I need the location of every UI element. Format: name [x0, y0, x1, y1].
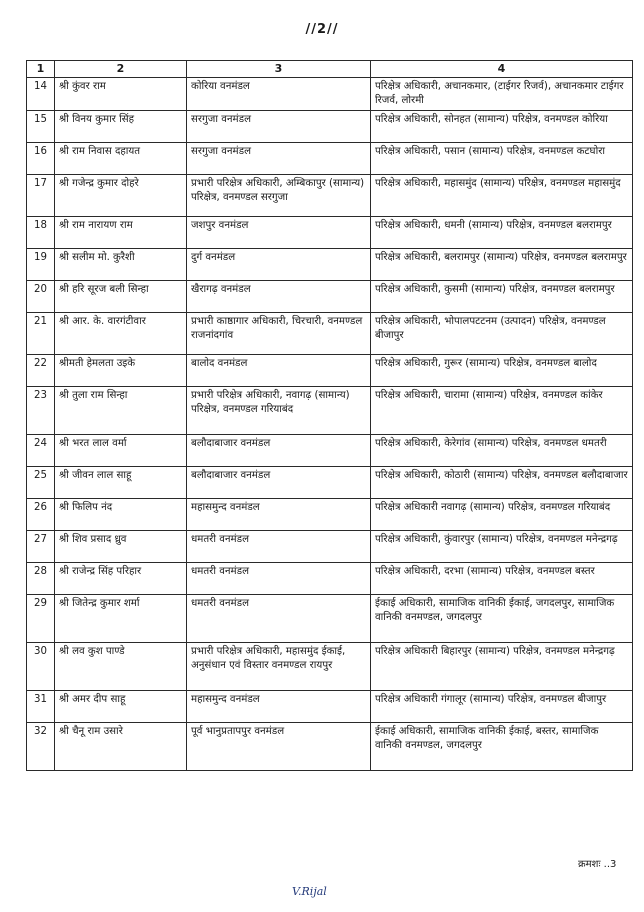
serial-number-cell: 20 — [27, 281, 55, 313]
serial-number-cell: 25 — [27, 467, 55, 499]
current-posting-cell: प्रभारी परिक्षेत्र अधिकारी, महासमुंद ईकाई, अनुसंधान एवं विस्तार वनमण्डल रायपुर — [187, 643, 371, 691]
new-posting-cell: परिक्षेत्र अधिकारी गंगालूर (सामान्य) परिक्षेत्र, वनमण्डल बीजापुर — [371, 691, 633, 723]
current-posting-cell: बलौदाबाजार वनमंडल — [187, 467, 371, 499]
table-row — [27, 175, 633, 217]
current-posting-cell: धमतरी वनमंडल — [187, 595, 371, 643]
new-posting-cell: परिक्षेत्र अधिकारी, महासमुंद (सामान्य) परिक्षेत्र, वनमण्डल महासमुंद — [371, 175, 633, 217]
officer-name-cell: श्री गजेन्द्र कुमार दोहरे — [55, 175, 187, 217]
current-posting-cell: धमतरी वनमंडल — [187, 531, 371, 563]
table-row — [27, 217, 633, 249]
current-posting-cell: कोरिया वनमंडल — [187, 78, 371, 111]
current-posting-cell: दुर्ग वनमंडल — [187, 249, 371, 281]
officer-name-cell: श्री तुला राम सिन्हा — [55, 387, 187, 435]
officer-name-cell: श्रीमती हेमलता उइके — [55, 355, 187, 387]
new-posting-cell: परिक्षेत्र अधिकारी बिहारपुर (सामान्य) परिक्षेत्र, वनमण्डल मनेन्द्रगढ़ — [371, 643, 633, 691]
officer-name-cell: श्री जितेन्द्र कुमार शर्मा — [55, 595, 187, 643]
new-posting-cell: परिक्षेत्र अधिकारी, धमनी (सामान्य) परिक्षेत्र, वनमण्डल बलरामपुर — [371, 217, 633, 249]
officer-name-cell: श्री फिलिप नंद — [55, 499, 187, 531]
serial-number-cell: 30 — [27, 643, 55, 691]
table-row — [27, 78, 633, 111]
officer-name-cell: श्री आर. के. वारगंटीवार — [55, 313, 187, 355]
current-posting-cell: पूर्व भानुप्रतापपुर वनमंडल — [187, 723, 371, 771]
new-posting-cell: परिक्षेत्र अधिकारी, अचानकमार, (टाईगर रिजर्व), अचानकमार टाईगर रिजर्व, लोरमी — [371, 78, 633, 111]
officer-name-cell: श्री विनय कुमार सिंह — [55, 111, 187, 143]
serial-number-cell: 19 — [27, 249, 55, 281]
current-posting-cell: धमतरी वनमंडल — [187, 563, 371, 595]
current-posting-cell: सरगुजा वनमंडल — [187, 111, 371, 143]
table-row — [27, 691, 633, 723]
serial-number-cell: 22 — [27, 355, 55, 387]
table-row — [27, 281, 633, 313]
transfer-table — [26, 60, 633, 771]
page-number: //2// — [305, 22, 339, 37]
new-posting-cell: परिक्षेत्र अधिकारी, कुसमी (सामान्य) परिक्षेत्र, वनमण्डल बलरामपुर — [371, 281, 633, 313]
serial-number-cell: 24 — [27, 435, 55, 467]
table-row — [27, 387, 633, 435]
officer-name-cell: श्री राम निवास दहायत — [55, 143, 187, 175]
new-posting-cell: ईकाई अधिकारी, सामाजिक वानिकी ईकाई, जगदलपुर, सामाजिक वानिकी वनमण्डल, जगदलपुर — [371, 595, 633, 643]
column-header: 4 — [371, 61, 633, 78]
table-row — [27, 435, 633, 467]
table-row — [27, 643, 633, 691]
new-posting-cell: परिक्षेत्र अधिकारी, दरभा (सामान्य) परिक्षेत्र, वनमण्डल बस्तर — [371, 563, 633, 595]
current-posting-cell: महासमुन्द वनमंडल — [187, 691, 371, 723]
table-row — [27, 595, 633, 643]
table-row — [27, 531, 633, 563]
table-row — [27, 467, 633, 499]
officer-name-cell: श्री सलीम मो. कुरैशी — [55, 249, 187, 281]
new-posting-cell: परिक्षेत्र अधिकारी नवागढ़ (सामान्य) परिक्षेत्र, वनमण्डल गरियाबंद — [371, 499, 633, 531]
current-posting-cell: प्रभारी परिक्षेत्र अधिकारी, नवागढ़ (सामान्य) परिक्षेत्र, वनमण्डल गरियाबंद — [187, 387, 371, 435]
current-posting-cell: महासमुन्द वनमंडल — [187, 499, 371, 531]
new-posting-cell: परिक्षेत्र अधिकारी, कुंवारपुर (सामान्य) परिक्षेत्र, वनमण्डल मनेन्द्रगढ़ — [371, 531, 633, 563]
officer-name-cell: श्री भरत लाल वर्मा — [55, 435, 187, 467]
officer-name-cell: श्री शिव प्रसाद ध्रुव — [55, 531, 187, 563]
new-posting-cell: परिक्षेत्र अधिकारी, केरेगांव (सामान्य) परिक्षेत्र, वनमण्डल धमतरी — [371, 435, 633, 467]
table-row — [27, 143, 633, 175]
serial-number-cell: 23 — [27, 387, 55, 435]
officer-name-cell: श्री चैनू राम उसारे — [55, 723, 187, 771]
current-posting-cell: जशपुर वनमंडल — [187, 217, 371, 249]
table-row — [27, 723, 633, 771]
officer-name-cell: श्री अमर दीप साहू — [55, 691, 187, 723]
new-posting-cell: परिक्षेत्र अधिकारी, गुरूर (सामान्य) परिक्षेत्र, वनमण्डल बालोद — [371, 355, 633, 387]
column-header: 1 — [27, 61, 55, 78]
current-posting-cell: सरगुजा वनमंडल — [187, 143, 371, 175]
officer-name-cell: श्री कुंवर राम — [55, 78, 187, 111]
new-posting-cell: परिक्षेत्र अधिकारी, पसान (सामान्य) परिक्षेत्र, वनमण्डल कटघोरा — [371, 143, 633, 175]
new-posting-cell: परिक्षेत्र अधिकारी, कोठारी (सामान्य) परिक्षेत्र, वनमण्डल बलौदाबाजार — [371, 467, 633, 499]
current-posting-cell: प्रभारी परिक्षेत्र अधिकारी, अम्बिकापुर (सामान्य) परिक्षेत्र, वनमण्डल सरगुजा — [187, 175, 371, 217]
serial-number-cell: 32 — [27, 723, 55, 771]
officer-name-cell: श्री जीवन लाल साहू — [55, 467, 187, 499]
new-posting-cell: परिक्षेत्र अधिकारी, चारामा (सामान्य) परिक्षेत्र, वनमण्डल कांकेर — [371, 387, 633, 435]
new-posting-cell: ईकाई अधिकारी, सामाजिक वानिकी ईकाई, बस्तर, सामाजिक वानिकी वनमण्डल, जगदलपुर — [371, 723, 633, 771]
current-posting-cell: खैरागढ़ वनमंडल — [187, 281, 371, 313]
table-row — [27, 563, 633, 595]
officer-name-cell: श्री हरि सूरज बली सिन्हा — [55, 281, 187, 313]
current-posting-cell: प्रभारी काष्ठागार अधिकारी, चिरचारी, वनमण्डल राजनांदगांव — [187, 313, 371, 355]
continued-note: क्रमशः ..3 — [578, 859, 617, 870]
column-header: 2 — [55, 61, 187, 78]
column-header: 3 — [187, 61, 371, 78]
table-row — [27, 313, 633, 355]
serial-number-cell: 28 — [27, 563, 55, 595]
current-posting-cell: बालोद वनमंडल — [187, 355, 371, 387]
table-row — [27, 111, 633, 143]
new-posting-cell: परिक्षेत्र अधिकारी, सोनहत (सामान्य) परिक्षेत्र, वनमण्डल कोरिया — [371, 111, 633, 143]
serial-number-cell: 31 — [27, 691, 55, 723]
new-posting-cell: परिक्षेत्र अधिकारी, भोपालपटटनम (उत्पादन) परिक्षेत्र, वनमण्डल बीजापुर — [371, 313, 633, 355]
officer-name-cell: श्री राम नारायण राम — [55, 217, 187, 249]
serial-number-cell: 29 — [27, 595, 55, 643]
officer-name-cell: श्री लव कुश पाण्डे — [55, 643, 187, 691]
serial-number-cell: 27 — [27, 531, 55, 563]
serial-number-cell: 15 — [27, 111, 55, 143]
serial-number-cell: 14 — [27, 78, 55, 111]
table-row — [27, 249, 633, 281]
table-row — [27, 355, 633, 387]
table-header-row — [27, 61, 633, 78]
serial-number-cell: 16 — [27, 143, 55, 175]
new-posting-cell: परिक्षेत्र अधिकारी, बलरामपुर (सामान्य) परिक्षेत्र, वनमण्डल बलरामपुर — [371, 249, 633, 281]
serial-number-cell: 26 — [27, 499, 55, 531]
current-posting-cell: बलौदाबाजार वनमंडल — [187, 435, 371, 467]
table-row — [27, 499, 633, 531]
serial-number-cell: 18 — [27, 217, 55, 249]
officer-name-cell: श्री राजेन्द्र सिंह परिहार — [55, 563, 187, 595]
signature: V.Rijal — [292, 885, 327, 898]
serial-number-cell: 17 — [27, 175, 55, 217]
serial-number-cell: 21 — [27, 313, 55, 355]
